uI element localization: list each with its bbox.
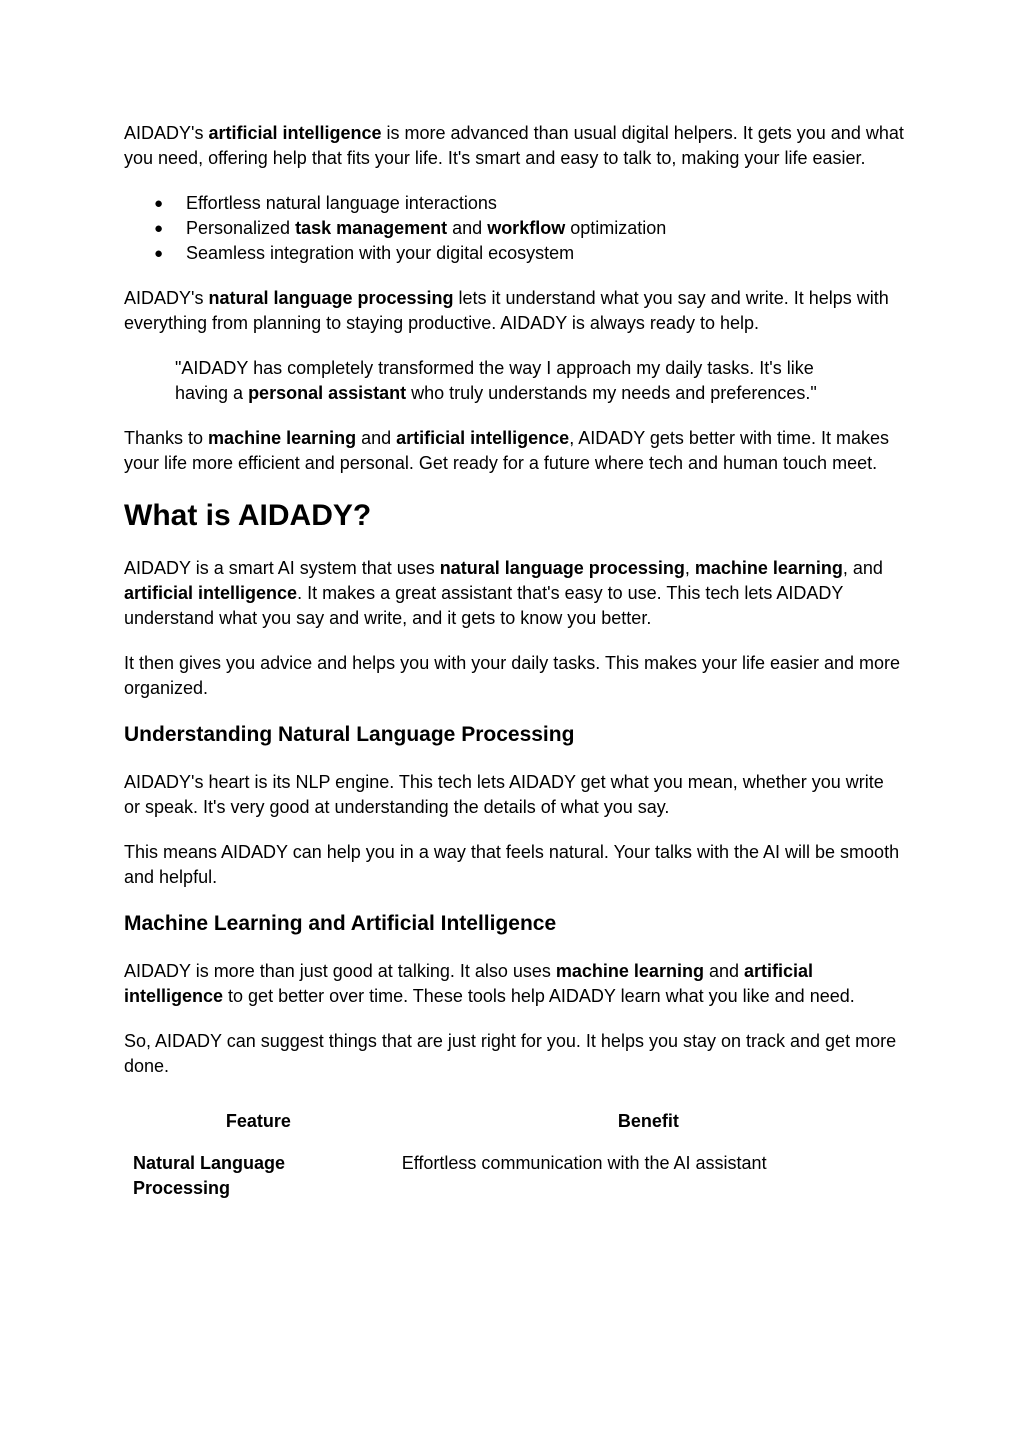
table-row xyxy=(124,1142,904,1210)
bold-term: natural language processing xyxy=(439,558,685,578)
ml-intro-paragraph: Thanks to machine learning and artificial intelligence, AIDADY gets better with time. It makes your life more efficient and personal. Get ready for a future where tech and human touch meet. xyxy=(124,428,889,473)
bold-term: artificial intelligence xyxy=(396,428,570,448)
bold-term: machine learning xyxy=(694,558,843,578)
intro-paragraph: AIDADY's artificial intelligence is more advanced than usual digital helpers. It gets you and what you need, offering help that fits your life. It's smart and easy to talk to, making your life easier. xyxy=(124,123,904,168)
nlp-paragraph-1: AIDADY's heart is its NLP engine. This tech lets AIDADY get what you mean, whether you write or speak. It's very good at understanding the details of what you say. xyxy=(124,772,884,817)
bullet-item xyxy=(124,191,904,216)
nlp-paragraph-2: This means AIDADY can help you in a way that feels natural. Your talks with the AI will be smooth and helpful. xyxy=(124,842,900,887)
bullet-text: Personalized task management and workflow optimization xyxy=(186,218,667,238)
testimonial-quote: "AIDADY has completely transformed the way I approach my daily tasks. It's like having a personal assistant who truly understands my needs and preferences." xyxy=(175,358,817,403)
bullet-dot-icon: ● xyxy=(154,195,164,212)
heading-machine-learning-ai: Machine Learning and Artificial Intelligence xyxy=(124,912,557,935)
bold-term: machine learning xyxy=(555,961,704,981)
bullet-dot-icon: ● xyxy=(154,245,164,262)
ml-paragraph-1: AIDADY is more than just good at talking. It also uses machine learning and artificial intelligence to get better over time. These tools help AIDADY learn what you like and need. xyxy=(124,961,855,1006)
table-cell-feature xyxy=(124,1142,393,1210)
bullet-text: Seamless integration with your digital ecosystem xyxy=(186,243,575,263)
feature-name: Natural Language Processing xyxy=(133,1153,286,1198)
bullet-dot-icon: ● xyxy=(154,220,164,237)
bold-term: artificial intelligence xyxy=(208,123,382,143)
column-header-feature: Feature xyxy=(225,1111,291,1131)
bullet-text: Effortless natural language interactions xyxy=(186,193,497,213)
bold-term: artificial intelligence xyxy=(124,583,298,603)
bullet-item xyxy=(124,216,904,241)
heading-what-is-aidady: What is AIDADY? xyxy=(124,499,372,532)
bold-term: task management xyxy=(295,218,448,238)
bold-term: natural language processing xyxy=(208,288,454,308)
document-page xyxy=(124,121,904,1210)
feature-benefit-table xyxy=(124,1099,904,1210)
column-header-benefit: Benefit xyxy=(617,1111,679,1131)
table-cell-benefit: Effortless communication with the AI assistant xyxy=(401,1153,767,1173)
nlp-intro-paragraph: AIDADY's natural language processing lets it understand what you say and write. It helps with everything from planning to staying productive. AIDADY is always ready to help. xyxy=(124,288,889,333)
bold-term: personal assistant xyxy=(248,383,407,403)
heading-understanding-nlp: Understanding Natural Language Processing xyxy=(124,723,575,746)
table-header-row xyxy=(124,1099,904,1142)
bold-term: workflow xyxy=(487,218,566,238)
what-is-paragraph-2: It then gives you advice and helps you with your daily tasks. This makes your life easier and more organized. xyxy=(124,653,901,698)
what-is-paragraph-1: AIDADY is a smart AI system that uses natural language processing, machine learning, and artificial intelligence. It makes a great assistant that's easy to use. This tech lets AIDADY understand what you say and write, and it gets to know you better. xyxy=(124,558,883,628)
ml-paragraph-2: So, AIDADY can suggest things that are just right for you. It helps you stay on track and get more done. xyxy=(124,1031,897,1076)
bold-term: artificial intelligence xyxy=(124,961,814,1006)
bullet-item xyxy=(124,241,904,266)
bold-term: machine learning xyxy=(208,428,357,448)
feature-bullet-list xyxy=(124,191,904,266)
